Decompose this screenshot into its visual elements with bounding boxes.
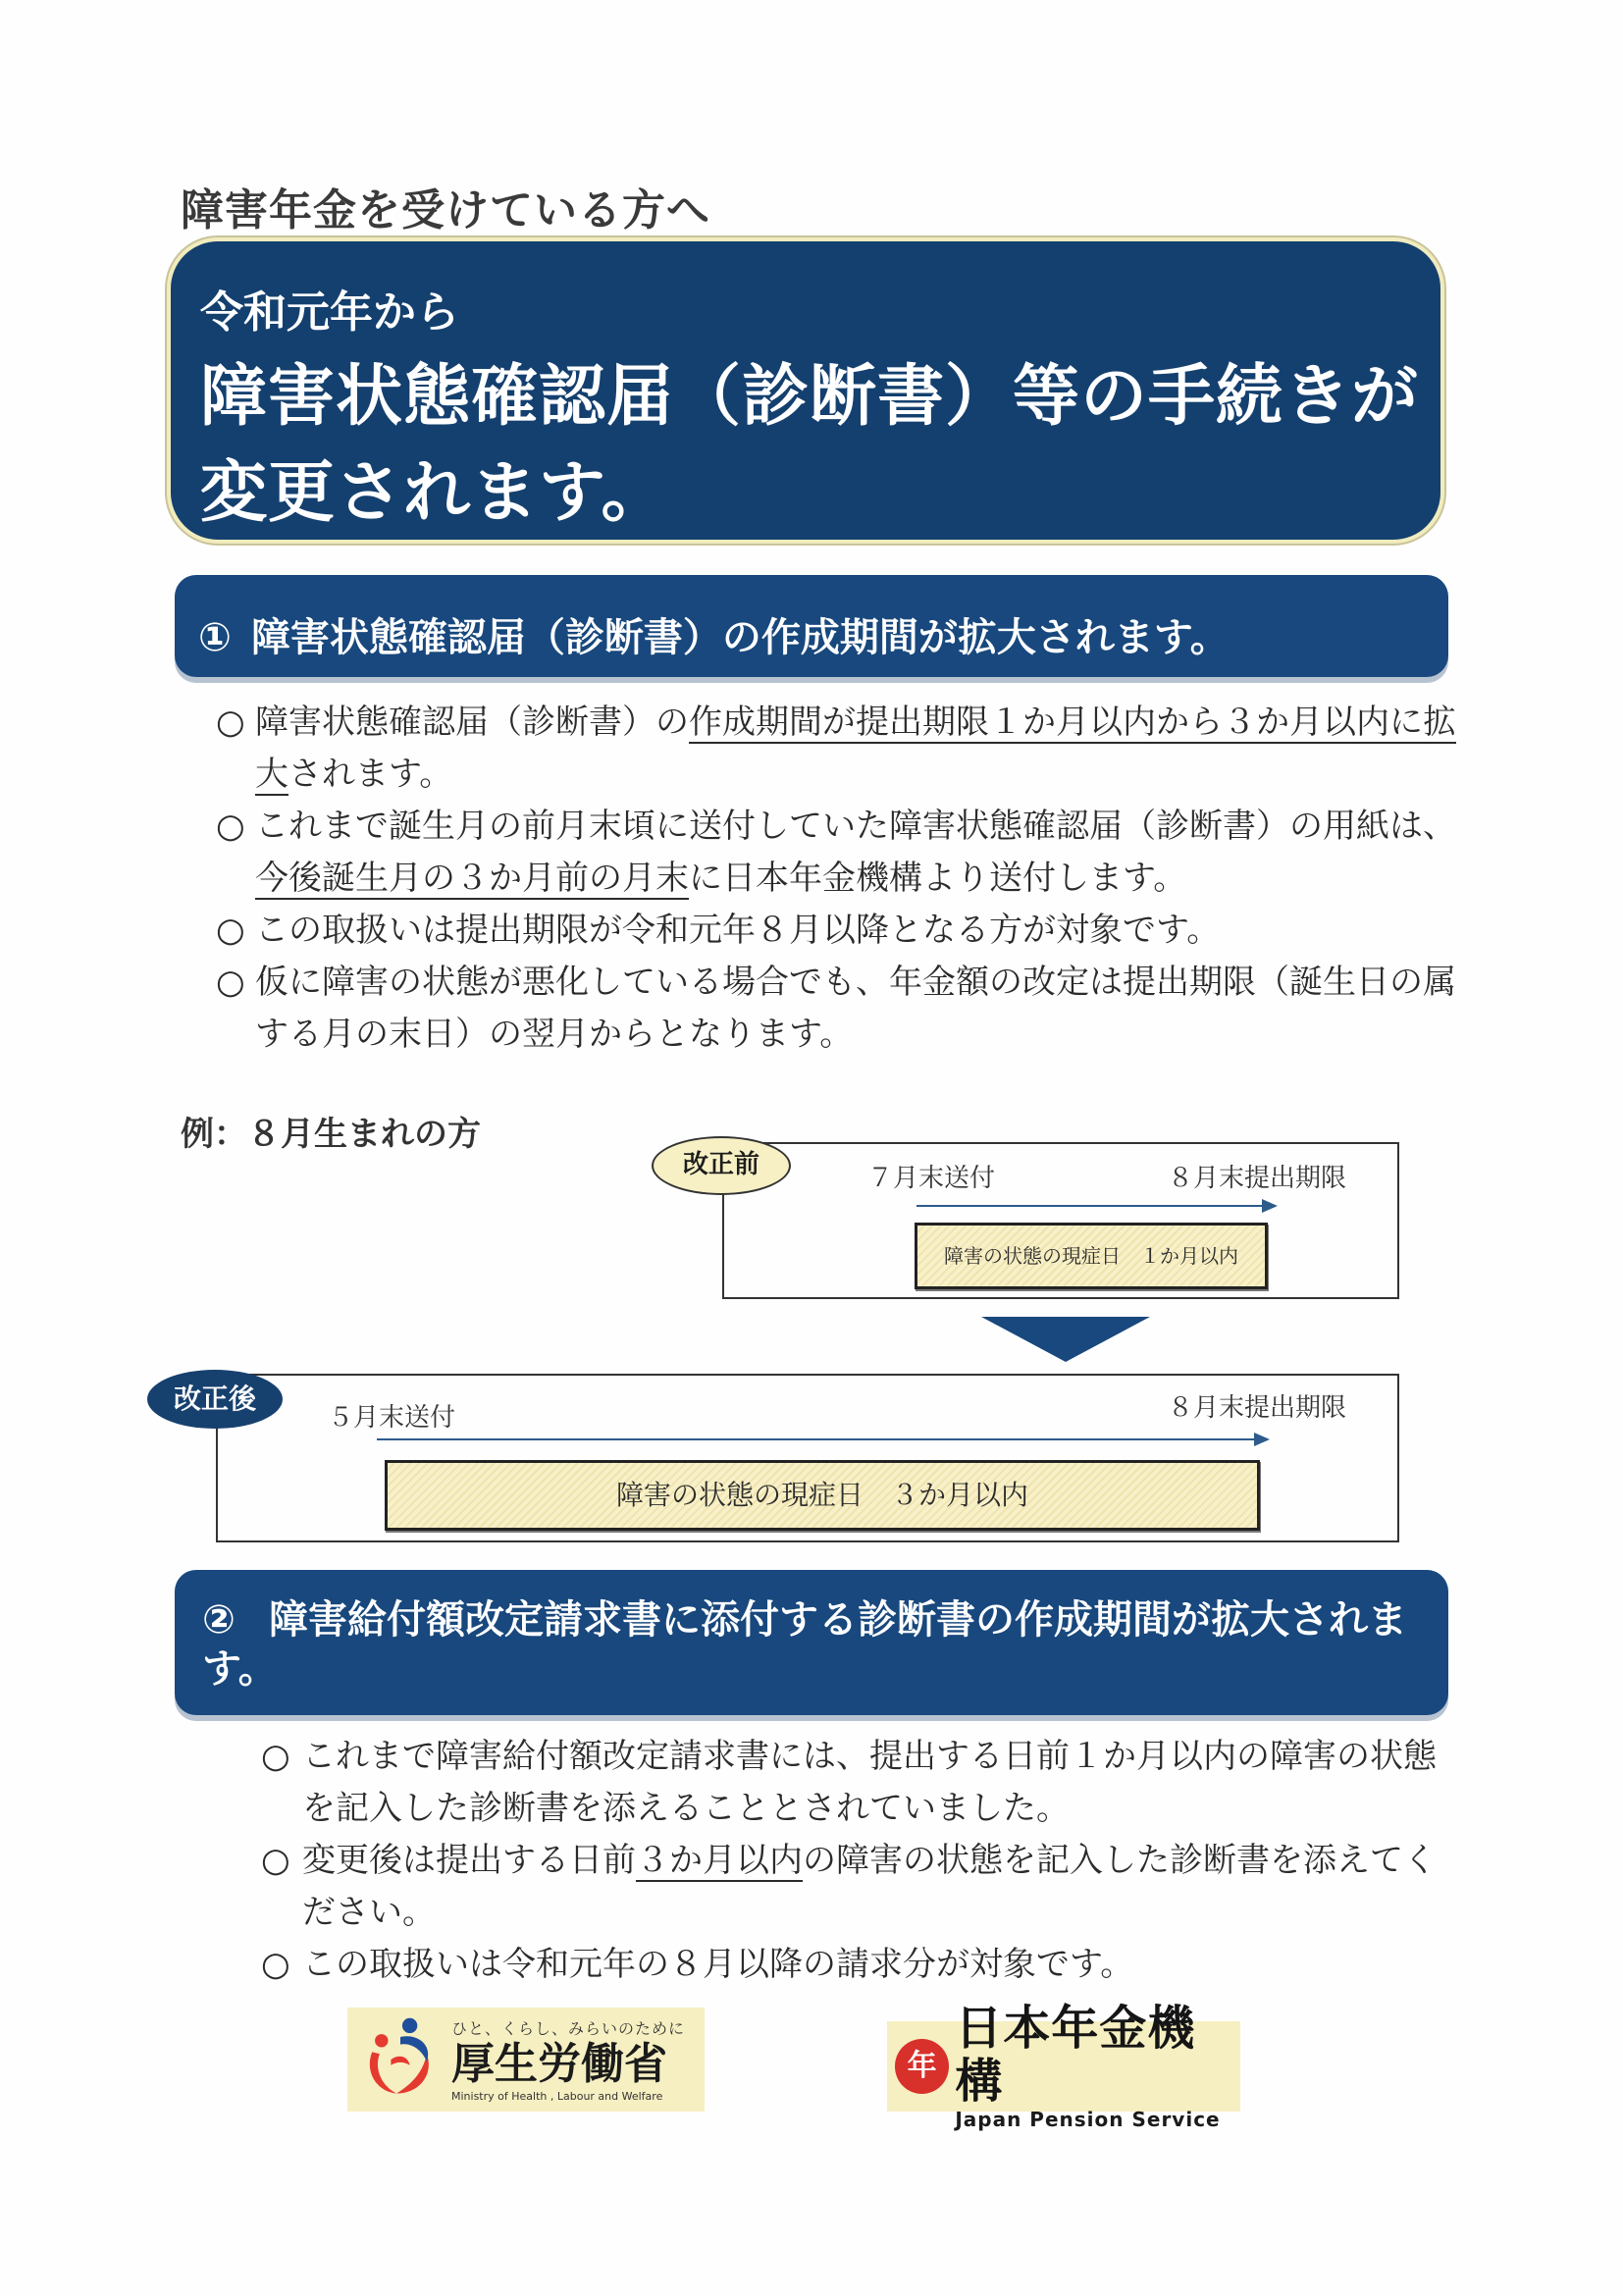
item-underlined-text: ３か月以内 xyxy=(636,1841,803,1880)
list-item xyxy=(216,801,1456,905)
after-timeline-arrow xyxy=(377,1438,1256,1440)
after-tag: 改正後 xyxy=(147,1370,283,1429)
item-underlined-text: 今後誕生月の３か月前の月末 xyxy=(255,859,689,898)
list-item xyxy=(261,1939,1442,1991)
item-text: この取扱いは提出期限が令和元年８月以降となる方が対象です。 xyxy=(255,911,1221,950)
banner-subtitle: 令和元年から xyxy=(200,287,459,338)
section-1-heading xyxy=(175,575,1448,677)
mhlw-tagline: ひと、くらし、みらいのために xyxy=(451,2019,686,2038)
item-text: これまで誕生月の前月末頃に送付していた障害状態確認届（診断書）の用紙は、 xyxy=(255,807,1456,846)
down-arrow-icon xyxy=(981,1317,1150,1362)
banner-title-line-1: 障害状態確認届（診断書）等の手続きが xyxy=(200,358,1420,436)
example-label: 例：８月生まれの方 xyxy=(181,1115,481,1154)
audience-heading: 障害年金を受けている方へ xyxy=(181,185,710,235)
bullet-circle: ○ xyxy=(216,703,245,742)
item-text: これまで障害給付額改定請求書には、提出する日前１か月以内の障害の状態を記入した診断書を添えることとされていました。 xyxy=(302,1737,1437,1828)
banner-title-line-2: 変更されます。 xyxy=(200,454,669,532)
jps-name: 日本年金機構 xyxy=(955,2001,1196,2109)
list-item xyxy=(216,957,1456,1061)
bullet-circle: ○ xyxy=(216,963,245,1002)
bullet-circle: ○ xyxy=(216,911,245,950)
bullet-circle: ○ xyxy=(261,1737,290,1776)
item-text: 仮に障害の状態が悪化している場合でも、年金額の改定は提出期限（誕生日の属する月の末日）の翌月からとなります。 xyxy=(255,963,1456,1054)
section-1-list xyxy=(216,697,1456,1061)
before-deadline-label: ８月末提出期限 xyxy=(1168,1164,1347,1193)
section-1-number: ① xyxy=(198,615,232,660)
before-tag: 改正前 xyxy=(652,1136,791,1195)
section-1-title: 障害状態確認届（診断書）の作成期間が拡大されます。 xyxy=(250,615,1230,660)
section-2-title: 障害給付額改定請求書に添付する診断書の作成期間が拡大されます。 xyxy=(202,1597,1407,1692)
section-2-list xyxy=(261,1731,1442,1991)
item-text-tail: の障害の状態を記入した診断書を添えてください。 xyxy=(302,1841,1437,1932)
section-2-heading xyxy=(175,1570,1448,1715)
jps-english-name: Japan Pension Service xyxy=(955,2108,1221,2131)
item-underlined-text: 作成期間が提出期限１か月以内から３か月以内に拡大 xyxy=(255,703,1456,794)
mhlw-logo xyxy=(347,2008,705,2112)
section-2-number: ② xyxy=(202,1597,236,1643)
before-send-label: ７月末送付 xyxy=(867,1164,996,1193)
item-text: 障害状態確認届（診断書）の xyxy=(255,703,689,742)
list-item xyxy=(216,905,1456,957)
item-text-tail: されます。 xyxy=(288,755,453,794)
bullet-circle: ○ xyxy=(261,1945,290,1984)
list-item xyxy=(261,1731,1442,1835)
jps-emblem-icon: 年 xyxy=(895,2039,949,2094)
item-text: この取扱いは令和元年の８月以降の請求分が対象です。 xyxy=(302,1945,1134,1984)
bullet-circle: ○ xyxy=(261,1841,290,1880)
after-deadline-label: ８月末提出期限 xyxy=(1168,1393,1347,1423)
item-text: 変更後は提出する日前 xyxy=(302,1841,636,1880)
list-item xyxy=(261,1835,1442,1939)
after-period-bar: 障害の状態の現症日 ３か月以内 xyxy=(385,1460,1260,1531)
item-text-tail: に日本年金機構より送付します。 xyxy=(689,859,1187,898)
after-send-label: ５月末送付 xyxy=(328,1403,456,1433)
before-timeline-arrow xyxy=(916,1205,1264,1207)
mhlw-name: 厚生労働省 xyxy=(451,2039,667,2089)
list-item xyxy=(216,697,1456,801)
before-period-bar: 障害の状態の現症日 １か月以内 xyxy=(915,1223,1268,1289)
mhlw-emblem-icon xyxy=(353,2012,447,2107)
bullet-circle: ○ xyxy=(216,807,245,846)
mhlw-english-name: Ministry of Health , Labour and Welfare xyxy=(451,2090,663,2103)
jps-logo xyxy=(887,2001,1240,2131)
